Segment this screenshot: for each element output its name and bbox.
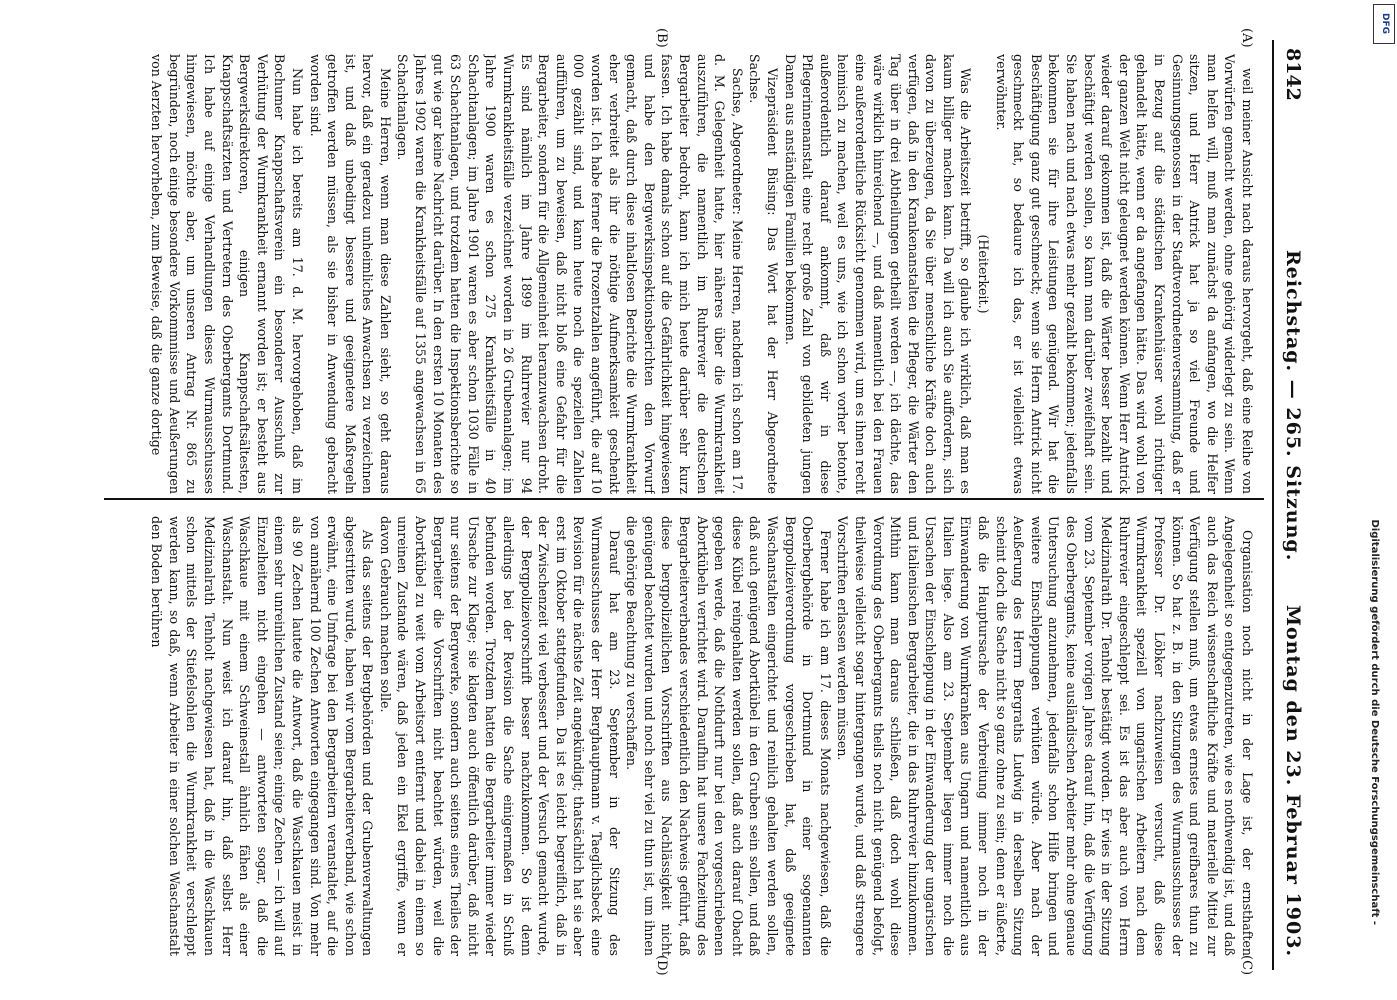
dfg-logo: DFG — [1373, 4, 1395, 44]
right-column — [116, 516, 1256, 956]
paragraph: weil meiner Ansicht nach daraus hervorgeht, daß eine Reihe von Vorwürfen gemacht werden, ohne gehörig widerlegt zu sein. Wenn man helfen will, muß man zunächst da anfangen, wo die Helfer sitzen, und Herr Antrick hat ja so viel Freunde und Gesinnungsgenossen in der Stadtverordnetenversammlung, daß er in Bezug auf die städtischen Krankenhäuser wohl richtiger gehandelt hätte, wenn er da angefangen hätte. Das wird wohl von der ganzen Welt nicht geleugnet werden können. Wenn Herr Antrick wieder darauf gekommen ist, daß die Wärter besser bezahlt und beschäftigt werden sollen, so kann man darüber zweifelhaft sein. Sie haben nach und nach etwas mehr gezahlt bekommen; jedenfalls bekommen sie für ihre Leistungen genügend. Wir hat die Beschäftigung ganz gut geschmeckt; wenn sie Herrn Antrick nicht geschmeckt hat, so bedaure ich das, er ist vielleicht etwas verwöhnter. — [993, 54, 1255, 494]
margin-marker-b: (B) — [654, 28, 669, 48]
paragraph-speaker-sachse: Sachse, Abgeordneter: Meine Herren, nachdem ich schon am 17. d. M. Gelegenheit hatte, hier näheres über die Wurmkrankheit auszuführen, die namentlich im Ruhrrevier die deutschen Bergarbeiter bedroht, kann ich mich heute darüber sehr kurz fassen. Ich habe damals schon auf die Gefährlichkeit hingewiesen und habe den Bergwerksinspektionsberichten den Vorwurf gemacht, daß durch diese inhaltlosen Berichte die Wurmkrankheit eher verbreitet als ihr die nöthige Aufmerksamkeit geschenkt worden ist. Ich habe ferner die Prozentzahlen angeführt, die auf 10 000 gezählt sind, und kann heute noch die speziellen Zahlen aufführen, um zu beweisen, daß nicht bloß eine Gefahr für die Bergarbeiter, sondern für die Allgemeinheit heranzuwachsen droht. Es sind nämlich im Jahre 1899 im Ruhrrevier nur 94 Wurmkrankheitsfälle verzeichnet worden in 26 Grubenanlagen; im Jahre 1900 waren es schon 275 Krankheitsfälle in 40 Schachtanlagen; im Jahre 1901 waren es aber schon 1030 Fälle in 63 Schachtanlagen, und trotzdem hatten die Inspektionsberichte so gut wie gar keine Nachricht darüber. In den ersten 10 Monaten des Jahres 1902 waren die Krankheitsfälle auf 1355 angewachsen in 65 Schachtanlagen. — [395, 54, 745, 494]
paragraph: Was die Arbeitszeit betrifft, so glaube ich wirklich, daß man es kaum billiger machen kann. Da will ich auch Sie auffordern, sich davon zu überzeugen, da Sie über menschliche Kräfte doch auch verfügen, daß in den Krankenanstalten die Pfleger, die Wärter den Tag über in drei Abtheilungen getheilt werden —, ich dächte, das wäre wirklich hinreichend —, und daß namentlich bei den Frauen eine außerordentliche Rücksicht genommen wird, um es ihnen recht heimisch zu machen, weil es uns, wie ich schon vorher betonte, außerordentlich darauf ankommt, daß wir in diese Pflegerinnenanstalt eine recht große Zahl von gebildeten jungen Damen aus anständigen Familien bekommen. — [782, 54, 974, 494]
session-title: Reichstag. — 265. Sitzung. — [1282, 250, 1304, 562]
paragraph: Darauf hat am 23. September in der Sitzung des Wurmausschusses der Herr Berghauptmann v. Taeglichsbeck eine Revision für die nächste Zeit angekündigt; thatsächlich hat sie aber erst im Oktober stattgefunden. Da ist es leicht begreiflich, daß in der Zwischenzeit viel verbessert und der Versuch gemacht wurde, der Bergpolizeivorschrift besser nachzukommen. So ist denn allerdings bei der Revision die Sache einigermaßen in Schuß befunden worden. Trotzdem hatten die Bergarbeiter immer wieder Ursache zur Klage; sie klagten auch öffentlich darüber, daß nicht nur seitens der Bergwerke, sondern auch seitens eines Theiles der Bergarbeiter die Vorschriften nicht beachtet würden, weil die Abortkübel zu weit vom Arbeitsort entfernt und dabei in einem so unreinen Zustande wären, daß jeden ein Ekel ergriffe, wenn er davon Gebrauch machen solle. — [377, 516, 622, 956]
paragraph: Organisation noch nicht in der Lage ist, der ernsthaften Angelegenheit so entgegenzutreten, wie es nothwendig ist, und daß auch das Reich wissenschaftliche Kräfte und materielle Mittel zur Verfügung stellen muß, um etwas ernstes und greifbares thun zu können. So hat z. B. in den Sitzungen des Wurmausschusses der Professor Dr. Löbker nachzuweisen versucht, daß diese Wurmkrankheit speziell von ungarischen Arbeitern nach dem Ruhrrevier eingeschleppt sei. Es ist das aber auch von Herrn Medizinalrath Dr. Tenholt bestätigt worden. Er wies in der Sitzung vom 23. September vorigen Jahres darauf hin, daß die Verfügung des Oberbergamts, keine ausländischen Arbeiter mehr ohne genaue Untersuchung anzunehmen, jedenfalls schon Hilfe bringen und weitere Einschleppungen verhüten würde. Aber nach der Aeußerung des Herrn Bergraths Ludwig in derselben Sitzung scheint doch die Sache nicht so ganz ohne zu sein; denn er äußerte, daß die Hauptursache der Verbreitung immer noch in der Einwanderung von Wurmkranken aus Ungarn und namentlich aus Italien liege. Also am 23. September liegen immer noch die Ursachen der Einschleppung in der Einwanderung der ungarischen und italienischen Bergarbeiter, die in das Ruhrrevier hinzukommen. Mithin kann man daraus schließen, daß doch wohl diese Verordnung des Oberbergamts theils noch nicht genügend befolgt, theilweise vielleicht sogar hintergangen wurde, und daß strengere Vorschriften erlassen werden müssen. — [835, 516, 1255, 956]
page-number: 8142 — [1282, 48, 1304, 101]
column-divider — [104, 498, 1264, 500]
margin-marker-c: (C) — [1239, 955, 1254, 976]
paragraph: Nun habe ich bereits am 17. d. M. hervorgehoben, daß im Bochumer Knappschaftsverein ein besonderer Ausschuß zur Verhütung der Wurmkrankheit ernannt worden ist; er besteht aus Bergwerksdirektoren, einigen Knappschaftsältesten, Knappschaftsärzten und Vertretern des Oberbergamts Dortmund. Ich habe auf einige Verhandlungen dieses Wurmausschusses hingewiesen, möchte aber, um unseren Antrag Nr. 865 zu begründen, noch einige besondere Vorkommnisse und Aeußerungen von Aerzten hervorheben, zum Beweise, daß die ganze dortige — [149, 54, 305, 494]
imprint-text: Digitalisierung gefördert durch die Deutsche Forschungsgemeinschaft - — [1369, 519, 1380, 925]
paragraph: Als das seitens der Bergbehörden und der Grubenverwaltungen abgestritten wurde, haben wir vom Bergarbeiterverband, wie schon erwähnt, eine Umfrage bei den Bergarbeitern veranstaltet, auf die von annähernd 100 Zechen Antworten eingegangen sind. Von mehr als 90 Zechen lautete die Antwort, daß die Waschkauen meist in einem sehr unreinlichen Zustand seien; einige Zechen — ich will auf Einzelheiten nicht eingehen — antworteten sogar, daß die Waschkaue mit einem Schweinestall ähnlich fähen als einer Waschanstalt. Nun weist ich darauf hin, daß selbst Herr Medizinalrath Tenholt nachgewiesen hat, daß in die Waschkauen schon mittels der Stiefelsohlen die Wurmkrankheit verschleppt werden kann, so daß, wenn Arbeiter in einer solchen Waschanstalt den Boden berühren — [149, 516, 376, 956]
left-column — [116, 54, 1256, 494]
paragraph-laughter: (Heiterkeit.) — [976, 234, 992, 314]
digitization-imprint — [1360, 25, 1380, 925]
margin-marker-d: (D) — [654, 955, 669, 976]
paragraph: Meine Herren, wenn man diese Zahlen sieht, so geht daraus hervor, daß ein geradezu unheimliches Anwachsen zu verzeichnen ist, und daß unbedingt bessere und geeignetere Maßregeln getroffen werden müssen, als sie bisher in Anwendung gebracht worden sind. — [307, 54, 393, 494]
margin-marker-a: (A) — [1239, 28, 1254, 48]
paragraph: Ferner habe ich am 17. dieses Monats nachgewiesen, daß die Oberbergbehörde in Dortmund in einer sogenannten Bergpolizeiverordnung vorgeschrieben hat, daß geeignete Waschanstalten eingerichtet und reinlich gehalten werden sollen, daß auch genügend Abortkübel in den Gruben sein sollen, und daß diese Kübel reingehalten werden sollen, daß auch darauf Obacht gegeben werde, daß die Nothdurft nur bei den vorgeschriebenen Abortkübeln verrichtet wird. Daraufhin hat unsere Fachzeitung des Bergarbeiterverbandes verschiedentlich den Nachweis geführt, daß diese bergpolizeilichen Vorschriften aus Nachlässigkeit nicht genügend beachtet wurden und noch sehr viel zu thun ist, um ihnen die gehörige Beachtung zu verschaffen. — [624, 516, 833, 956]
session-date: Montag den 23. Februar 1903. — [1282, 605, 1304, 958]
page-header — [1272, 40, 1314, 970]
newspaper-page — [64, 28, 1314, 976]
paragraph-speaker-vice-president: Vizepräsident Büsing: Das Wort hat der Herr Abgeordnete Sachse. — [747, 54, 780, 494]
